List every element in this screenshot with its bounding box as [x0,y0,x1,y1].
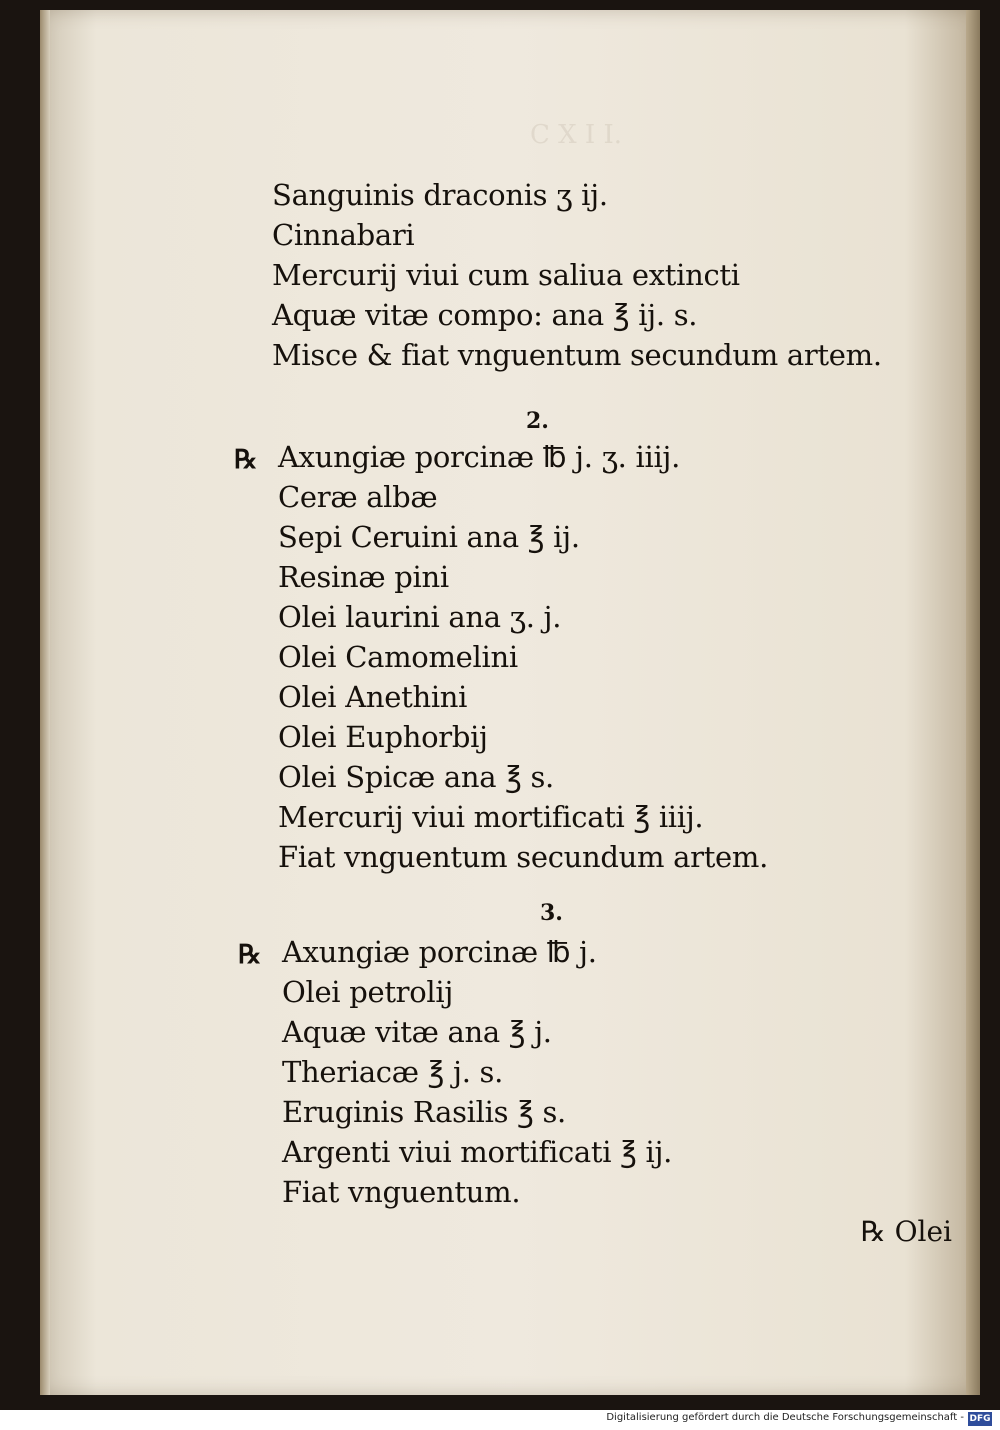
recipe-line: Aquæ vitæ compo: ana ℥ ij. s. [272,298,698,332]
recipe-line: Sepi Ceruini ana ℥ ij. [278,520,580,554]
recipe-number: 2. [526,408,549,434]
recipe-line: Olei petrolij [282,975,454,1009]
recipe-line: Fiat vnguentum. [282,1175,521,1209]
recipe-line: Aquæ vitæ ana ℥ j. [282,1015,552,1049]
recipe-line: Olei laurini ana ʒ. j. [278,600,562,634]
recipe-line: Olei Camomelini [278,640,518,674]
recipe-line: Olei Spicæ ana ℥ s. [278,760,554,794]
page-gutter [40,10,50,1395]
recipe-number: 3. [540,900,563,926]
bleed-through-text: C X I I. [530,120,623,150]
recipe-line: Mercurij viui mortificati ℥ iiij. [278,800,704,834]
recipe-line: Theriacæ ℥ j. s. [282,1055,504,1089]
recipe-line: Axungiæ porcinæ ℔ j. [282,935,597,969]
catchword: ℞ Olei [860,1215,952,1248]
recipe-line: Olei Euphorbij [278,720,488,754]
recipe-symbol: ℞ [234,445,258,475]
recipe-symbol: ℞ [238,940,262,970]
recipe-line: Sanguinis draconis ʒ ij. [272,178,608,212]
recipe-line: Misce & fiat vnguentum secundum artem. [272,338,882,372]
recipe-line: Cinnabari [272,218,415,252]
recipe-line: Eruginis Rasilis ℥ s. [282,1095,566,1129]
recipe-line: Argenti viui mortificati ℥ ij. [282,1135,673,1169]
recipe-line: Olei Anethini [278,680,468,714]
recipe-line: Fiat vnguentum secundum artem. [278,840,769,874]
footer-credit: Digitalisierung gefördert durch die Deutsche Forschungsgemeinschaft - [606,1412,964,1423]
page-edge [966,10,980,1395]
recipe-line: Mercurij viui cum saliua extincti [272,258,740,292]
digitization-footer [0,1410,1000,1430]
dfg-logo-icon: DFG [969,1414,991,1424]
recipe-line: Resinæ pini [278,560,449,594]
recipe-line: Ceræ albæ [278,480,438,514]
recipe-line: Axungiæ porcinæ ℔ j. ʒ. iiij. [278,440,681,474]
